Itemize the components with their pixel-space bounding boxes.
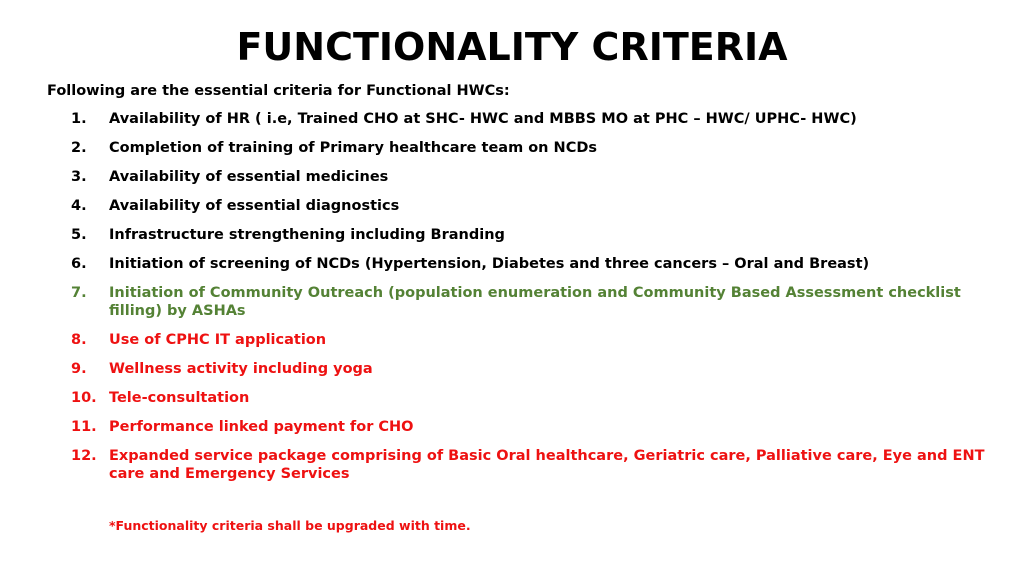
- item-text: Expanded service package comprising of Basic Oral healthcare, Geriatric care, Palliative care, Eye and ENT care and Emergency Services: [109, 448, 985, 482]
- footnote: *Functionality criteria shall be upgraded with time.: [109, 518, 471, 533]
- item-number: 1.: [71, 111, 87, 127]
- item-text: Performance linked payment for CHO: [109, 419, 414, 435]
- item-text: Initiation of Community Outreach (population enumeration and Community Based Assessment checklist filling) by ASHAs: [109, 285, 961, 319]
- item-text: Tele-consultation: [109, 390, 250, 406]
- item-text: Completion of training of Primary healthcare team on NCDs: [109, 140, 598, 156]
- item-text: Use of CPHC IT application: [109, 332, 327, 348]
- slide-title: FUNCTIONALITY CRITERIA: [236, 25, 788, 69]
- item-number: 5.: [71, 227, 87, 243]
- intro-text: Following are the essential criteria for Functional HWCs:: [47, 83, 510, 99]
- item-number: 9.: [71, 361, 87, 377]
- item-text: Availability of HR ( i.e, Trained CHO at SHC- HWC and MBBS MO at PHC – HWC/ UPHC- HWC): [109, 111, 857, 127]
- item-text: Wellness activity including yoga: [109, 361, 373, 377]
- item-number: 12.: [71, 448, 97, 464]
- item-number: 7.: [71, 285, 87, 301]
- item-number: 11.: [71, 419, 97, 435]
- item-text: Infrastructure strengthening including Branding: [109, 227, 505, 243]
- item-number: 2.: [71, 140, 87, 156]
- item-number: 10.: [71, 390, 97, 406]
- item-number: 3.: [71, 169, 87, 185]
- item-number: 6.: [71, 256, 87, 272]
- item-number: 8.: [71, 332, 87, 348]
- item-number: 4.: [71, 198, 87, 214]
- item-text: Availability of essential medicines: [109, 169, 389, 185]
- item-text: Availability of essential diagnostics: [109, 198, 400, 214]
- item-text: Initiation of screening of NCDs (Hypertension, Diabetes and three cancers – Oral and Breast): [109, 256, 870, 272]
